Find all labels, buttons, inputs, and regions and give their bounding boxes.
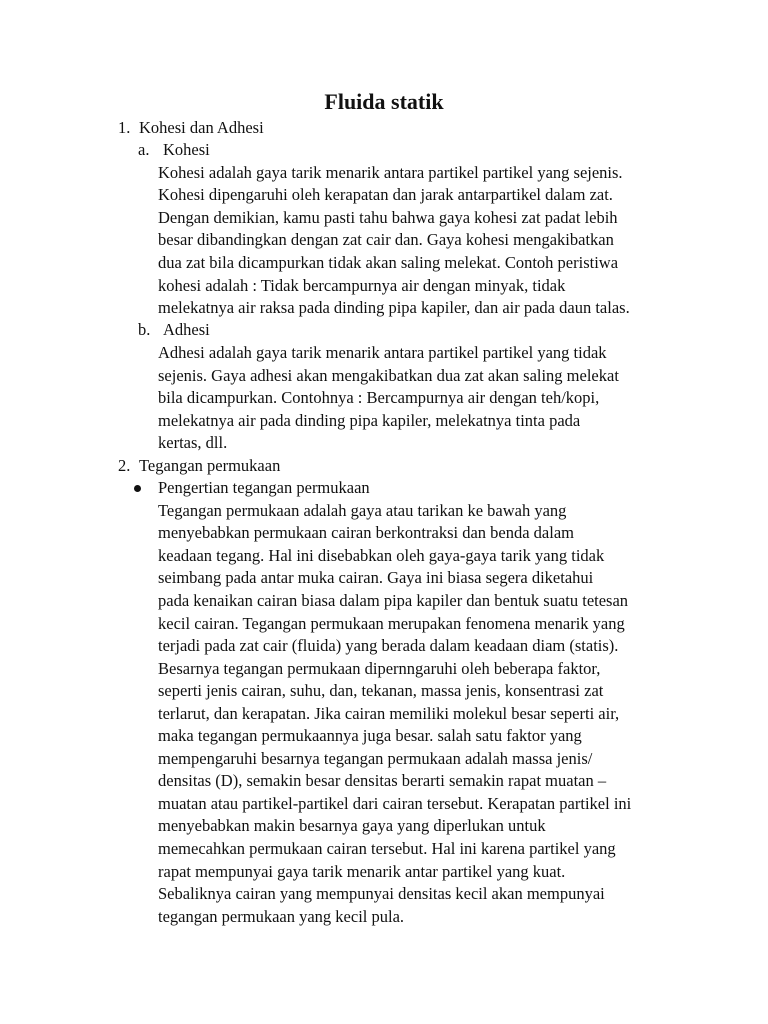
paragraph-line: keadaan tegang. Hal ini disebabkan oleh gaya-gaya tarik yang tidak — [158, 546, 605, 565]
paragraph-line: terjadi pada zat cair (fluida) yang berada dalam keadaan diam (statis). — [158, 636, 619, 655]
paragraph-line: bila dicampurkan. Contohnya : Bercampurnya air dengan teh/kopi, — [158, 388, 600, 407]
subsection-a-marker: a. — [138, 140, 150, 159]
paragraph-line: sejenis. Gaya adhesi akan mengakibatkan dua zat akan saling melekat — [158, 366, 619, 385]
paragraph-line: tegangan permukaan yang kecil pula. — [158, 907, 405, 926]
paragraph-line: Tegangan permukaan adalah gaya atau tarikan ke bawah yang — [158, 501, 567, 520]
subsection-b-marker: b. — [138, 320, 151, 339]
paragraph-line: densitas (D), semakin besar densitas berarti semakin rapat muatan – — [158, 771, 607, 790]
paragraph-line: dua zat bila dicampurkan tidak akan saling melekat. Contoh peristiwa — [158, 253, 619, 272]
paragraph-line: maka tegangan permukaannya juga besar. salah satu faktor yang — [158, 726, 582, 745]
subsection-b-heading: Adhesi — [163, 320, 210, 339]
section-1-heading: Kohesi dan Adhesi — [139, 118, 264, 137]
subsection-a-heading: Kohesi — [163, 140, 210, 159]
paragraph-line: Adhesi adalah gaya tarik menarik antara partikel partikel yang tidak — [158, 343, 607, 362]
section-2-heading: Tegangan permukaan — [139, 456, 281, 475]
paragraph-line: Dengan demikian, kamu pasti tahu bahwa gaya kohesi zat padat lebih — [158, 208, 618, 227]
paragraph-line: seperti jenis cairan, suhu, dan, tekanan, massa jenis, konsentrasi zat — [158, 681, 604, 700]
section-1-number: 1. — [118, 118, 131, 137]
paragraph-line: rapat mempunyai gaya tarik menarik antar partikel yang kuat. — [158, 862, 566, 881]
section-2-number: 2. — [118, 456, 131, 475]
paragraph-line: besar dibandingkan dengan zat cair dan. Gaya kohesi mengakibatkan — [158, 230, 614, 249]
paragraph-line: menyebabkan makin besarnya gaya yang diperlukan untuk — [158, 816, 546, 835]
paragraph-line: menyebabkan permukaan cairan berkontraksi dan benda dalam — [158, 523, 574, 542]
paragraph-line: pada kenaikan cairan biasa dalam pipa kapiler dan bentuk suatu tetesan — [158, 591, 629, 610]
paragraph-line: kertas, dll. — [158, 433, 228, 452]
bullet-heading: Pengertian tegangan permukaan — [158, 478, 370, 497]
page-title: Fluida statik — [324, 89, 444, 114]
bullet-dot-icon — [134, 485, 141, 492]
paragraph-line: seimbang pada antar muka cairan. Gaya ini biasa segera diketahui — [158, 568, 594, 587]
paragraph-line: mempengaruhi besarnya tegangan permukaan adalah massa jenis/ — [158, 749, 593, 768]
paragraph-line: melekatnya air raksa pada dinding pipa kapiler, dan air pada daun talas. — [158, 298, 630, 317]
paragraph-line: memecahkan permukaan cairan tersebut. Hal ini karena partikel yang — [158, 839, 616, 858]
paragraph-line: Kohesi adalah gaya tarik menarik antara partikel partikel yang sejenis. — [158, 163, 623, 182]
paragraph-line: terlarut, dan kerapatan. Jika cairan memiliki molekul besar seperti air, — [158, 704, 620, 723]
paragraph-line: melekatnya air pada dinding pipa kapiler, melekatnya tinta pada — [158, 411, 581, 430]
paragraph-line: Besarnya tegangan permukaan dipernngaruhi oleh beberapa faktor, — [158, 659, 601, 678]
paragraph-line: muatan atau partikel-partikel dari cairan tersebut. Kerapatan partikel ini — [158, 794, 632, 813]
paragraph-line: Sebaliknya cairan yang mempunyai densitas kecil akan mempunyai — [158, 884, 605, 903]
paragraph-line: Kohesi dipengaruhi oleh kerapatan dan jarak antarpartikel dalam zat. — [158, 185, 613, 204]
paragraph-line: kohesi adalah : Tidak bercampurnya air dengan minyak, tidak — [158, 276, 566, 295]
paragraph-line: kecil cairan. Tegangan permukaan merupakan fenomena menarik yang — [158, 614, 625, 633]
